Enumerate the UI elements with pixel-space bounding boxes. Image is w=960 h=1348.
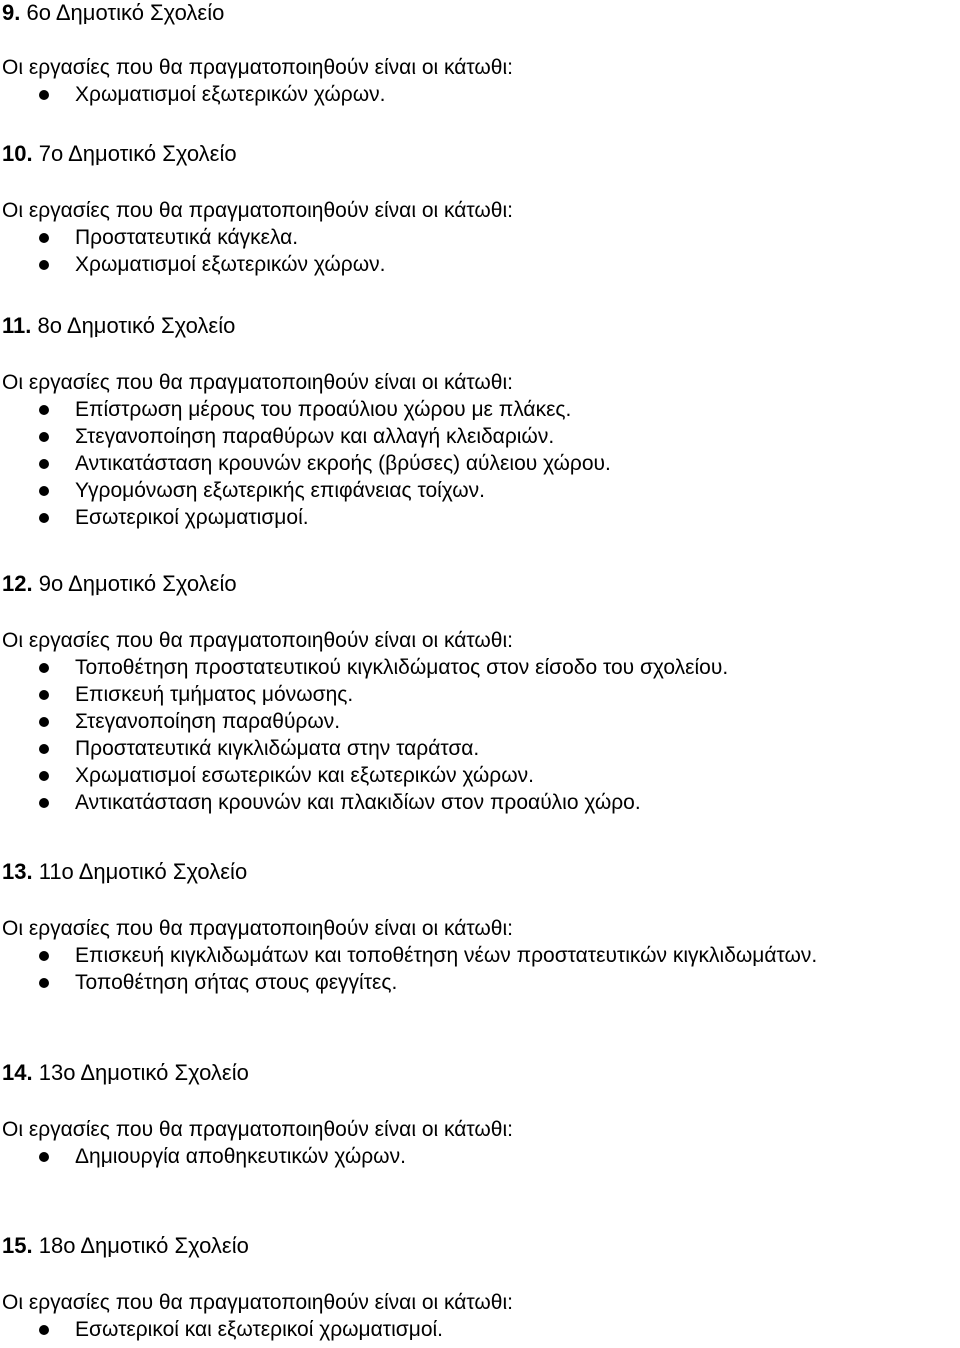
list-item <box>0 762 960 789</box>
list-item <box>0 224 960 251</box>
list-item-text: Προστατευτικά κάγκελα. <box>75 226 299 249</box>
section-title: 7ο Δημοτικό Σχολείο <box>38 141 237 166</box>
list-item-text: Επισκευή τμήματος μόνωσης. <box>75 683 354 706</box>
list-item <box>0 681 960 708</box>
section-heading <box>0 571 960 597</box>
section-14 <box>0 1060 960 1170</box>
section-13 <box>0 859 960 996</box>
section-number: 10. <box>2 141 33 166</box>
section-number: 13. <box>2 859 33 884</box>
bullet-icon <box>39 951 49 961</box>
section-15 <box>0 1233 960 1343</box>
bullet-icon <box>39 432 49 442</box>
section-11 <box>0 313 960 531</box>
section-12 <box>0 571 960 816</box>
section-heading <box>0 859 960 885</box>
bullet-icon <box>39 459 49 469</box>
section-intro: Οι εργασίες που θα πραγματοποιηθούν είναι οι κάτωθι: <box>2 629 513 652</box>
list-item-text: Χρωματισμοί εξωτερικών χώρων. <box>75 83 386 106</box>
bullet-icon <box>39 978 49 988</box>
list-item-text: Χρωματισμοί εσωτερικών και εξωτερικών χώρων. <box>75 764 534 787</box>
section-number: 12. <box>2 571 33 596</box>
bullet-icon <box>39 798 49 808</box>
section-title: 13ο Δημοτικό Σχολείο <box>38 1060 249 1085</box>
list-item <box>0 423 960 450</box>
bullet-icon <box>39 405 49 415</box>
list-item <box>0 708 960 735</box>
list-item-text: Προστατευτικά κιγκλιδώματα στην ταράτσα. <box>75 737 480 760</box>
bullet-icon <box>39 486 49 496</box>
list-item-text: Στεγανοποίηση παραθύρων. <box>75 710 341 733</box>
section-intro: Οι εργασίες που θα πραγματοποιηθούν είναι οι κάτωθι: <box>2 917 513 940</box>
list-item <box>0 1143 960 1170</box>
section-intro: Οι εργασίες που θα πραγματοποιηθούν είναι οι κάτωθι: <box>2 1291 513 1314</box>
list-item <box>0 1316 960 1343</box>
list-item-text: Τοποθέτηση προστατευτικού κιγκλιδώματος στον είσοδο του σχολείου. <box>75 656 729 679</box>
section-number: 15. <box>2 1233 33 1258</box>
list-item-text: Υγρομόνωση εξωτερικής επιφάνειας τοίχων. <box>75 479 485 502</box>
list-item-text: Χρωματισμοί εξωτερικών χώρων. <box>75 253 386 276</box>
section-title: 11ο Δημοτικό Σχολείο <box>38 859 248 884</box>
bullet-icon <box>39 233 49 243</box>
section-heading <box>0 141 960 167</box>
list-item <box>0 81 960 108</box>
section-title: 8ο Δημοτικό Σχολείο <box>37 313 236 338</box>
list-item <box>0 789 960 816</box>
list-item <box>0 251 960 278</box>
bullet-icon <box>39 260 49 270</box>
list-item-text: Αντικατάσταση κρουνών και πλακιδίων στον προαύλιο χώρο. <box>75 791 641 814</box>
section-title: 9ο Δημοτικό Σχολείο <box>38 571 237 596</box>
list-item <box>0 942 960 969</box>
bullet-icon <box>39 771 49 781</box>
list-item-text: Εσωτερικοί και εξωτερικοί χρωματισμοί. <box>75 1318 444 1341</box>
section-number: 9. <box>2 0 21 25</box>
list-item-text: Στεγανοποίηση παραθύρων και αλλαγή κλειδαριών. <box>75 425 555 448</box>
list-item-text: Επισκευή κιγκλιδωμάτων και τοποθέτηση νέων προστατευτικών κιγκλιδωμάτων. <box>75 944 818 967</box>
bullet-icon <box>39 690 49 700</box>
section-heading <box>0 313 960 339</box>
list-item-text: Τοποθέτηση σήτας στους φεγγίτες. <box>75 971 398 994</box>
section-intro: Οι εργασίες που θα πραγματοποιηθούν είναι οι κάτωθι: <box>2 56 513 79</box>
list-item-text: Επίστρωση μέρους του προαύλιου χώρου με πλάκες. <box>75 398 572 421</box>
list-item <box>0 969 960 996</box>
section-heading <box>0 1233 960 1259</box>
section-intro: Οι εργασίες που θα πραγματοποιηθούν είναι οι κάτωθι: <box>2 199 513 222</box>
list-item <box>0 450 960 477</box>
bullet-icon <box>39 744 49 754</box>
bullet-icon <box>39 1152 49 1162</box>
section-intro: Οι εργασίες που θα πραγματοποιηθούν είναι οι κάτωθι: <box>2 371 513 394</box>
bullet-icon <box>39 717 49 727</box>
list-item-text: Δημιουργία αποθηκευτικών χώρων. <box>75 1145 406 1168</box>
bullet-icon <box>39 663 49 673</box>
section-number: 14. <box>2 1060 33 1085</box>
section-9 <box>0 0 960 108</box>
section-title: 6ο Δημοτικό Σχολείο <box>26 0 225 25</box>
list-item-text: Εσωτερικοί χρωματισμοί. <box>75 506 309 529</box>
section-heading <box>0 1060 960 1086</box>
bullet-icon <box>39 513 49 523</box>
section-heading <box>0 0 960 26</box>
list-item <box>0 654 960 681</box>
list-item <box>0 504 960 531</box>
list-item-text: Αντικατάσταση κρουνών εκροής (βρύσες) αύλειου χώρου. <box>75 452 611 475</box>
bullet-icon <box>39 90 49 100</box>
list-item <box>0 477 960 504</box>
section-intro: Οι εργασίες που θα πραγματοποιηθούν είναι οι κάτωθι: <box>2 1118 513 1141</box>
section-title: 18ο Δημοτικό Σχολείο <box>38 1233 249 1258</box>
bullet-icon <box>39 1325 49 1335</box>
list-item <box>0 396 960 423</box>
list-item <box>0 735 960 762</box>
section-10 <box>0 141 960 278</box>
section-number: 11. <box>2 313 32 338</box>
